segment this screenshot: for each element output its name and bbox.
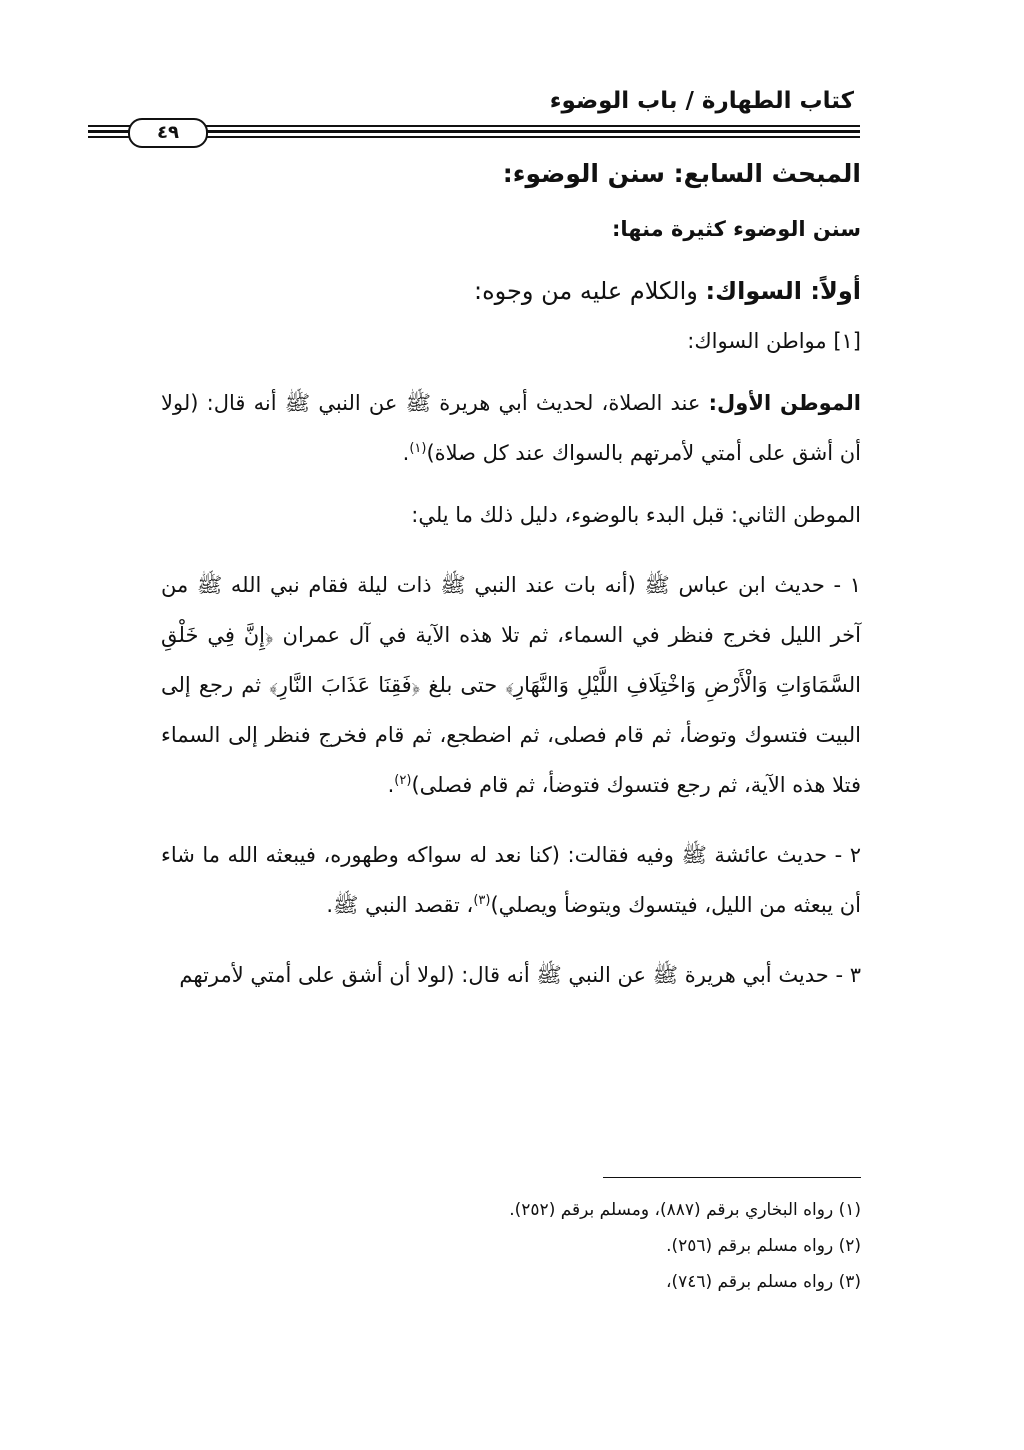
paragraph-1 (161, 378, 861, 478)
paragraph-3-end: . (387, 773, 395, 797)
page-number: ٤٩ (128, 118, 208, 148)
main-text (161, 152, 861, 1000)
footnote-separator (603, 1177, 861, 1178)
section-title: المبحث السابع: سنن الوضوء: (502, 159, 861, 188)
paragraph-1-lead: الموطن الأول: (708, 391, 861, 415)
sub-heading: [١] مواطن السواك: (687, 329, 861, 353)
first-heading-lead: أولاً: السواك: (705, 277, 861, 305)
footnote-ref-1[interactable]: (١) (409, 441, 427, 456)
footnote-ref-2[interactable]: (٢) (394, 773, 412, 788)
footnote-2: (٢) رواه مسلم برقم (٢٥٦). (666, 1236, 861, 1256)
running-header: كتاب الطهارة / باب الوضوء (549, 88, 854, 114)
paragraph-4-end: ، تقصد النبي ﷺ. (326, 893, 474, 917)
paragraph-3-text: ١ - حديث ابن عباس ﷺ (أنه بات عند النبي ﷺ ذات ليلة فقام نبي الله ﷺ من آخر الليل فخرج فنظر في السماء، ثم تلا هذه الآية في آل عمران ﴿إِنَّ فِي خَلْقِ السَّمَاوَاتِ وَالْأَرْضِ وَاخْتِلَافِ اللَّيْلِ وَالنَّهَارِ﴾ حتى بلغ ﴿فَقِنَا عَذَابَ النَّارِ﴾ ثم رجع إلى البيت فتسوك وتوضأ، ثم قام فصلى، ثم اضطجع، ثم قام فخرج فنظر إلى السماء فتلا هذه الآية، ثم رجع فتسوك فتوضأ، ثم قام فصلى) (161, 573, 861, 797)
paragraph-1-end: . (402, 441, 410, 465)
intro-line: سنن الوضوء كثيرة منها: (611, 217, 861, 241)
paragraph-4-text: ٢ - حديث عائشة ﷺ وفيه فقالت: (كنا نعد له سواكه وطهوره، فيبعثه الله ما شاء أن يبعثه من الليل، فيتسوك ويتوضأ ويصلي) (161, 843, 861, 917)
paragraph-4 (161, 830, 861, 930)
first-heading (161, 266, 861, 316)
footnote-3: (٣) رواه مسلم برقم (٧٤٦)، (665, 1272, 861, 1292)
footnotes (161, 1192, 861, 1300)
header-rule (88, 118, 860, 146)
paragraph-5: ٣ - حديث أبي هريرة ﷺ عن النبي ﷺ أنه قال: (لولا أن أشق على أمتي لأمرتهم (179, 963, 861, 987)
paragraph-2: الموطن الثاني: قبل البدء بالوضوء، دليل ذلك ما يلي: (411, 503, 861, 527)
paragraph-1-text: عند الصلاة، لحديث أبي هريرة ﷺ عن النبي ﷺ أنه قال: (لولا أن أشق على أمتي لأمرتهم بالسواك عند كل صلاة) (161, 391, 861, 465)
first-heading-rest: والكلام عليه من وجوه: (473, 277, 698, 305)
paragraph-3 (161, 560, 861, 810)
footnote-1: (١) رواه البخاري برقم (٨٨٧)، ومسلم برقم (٢٥٢). (509, 1200, 861, 1220)
footnote-ref-3[interactable]: (٣) (473, 893, 491, 908)
